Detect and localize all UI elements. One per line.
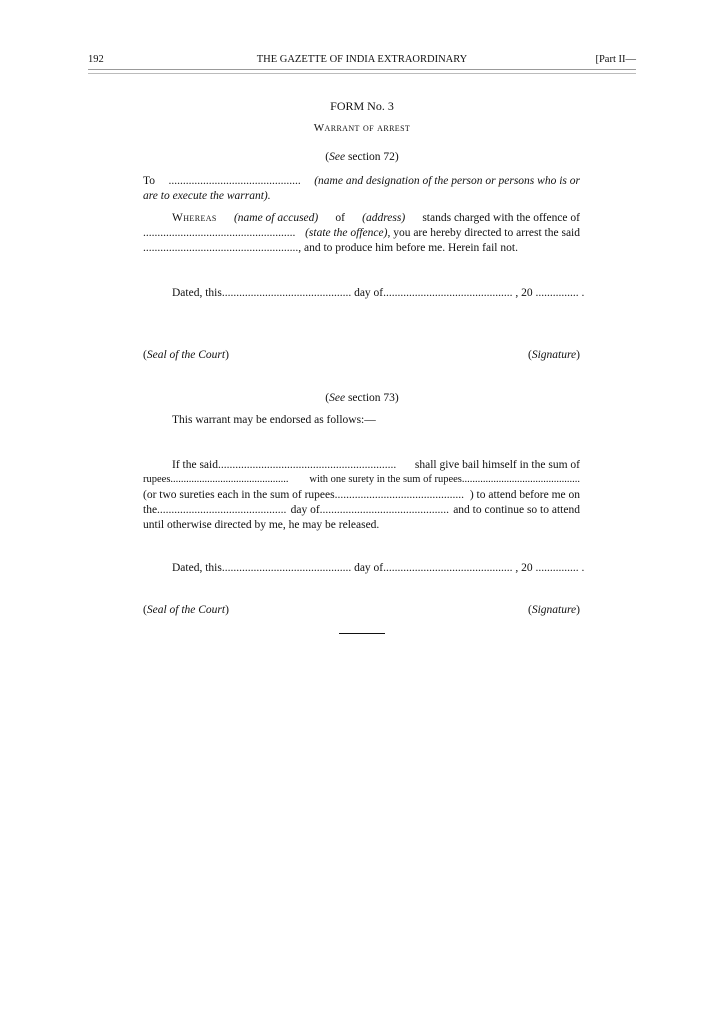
section-ref-rest: section 72) <box>345 151 399 163</box>
offence-blank: ..................................................... <box>143 227 296 239</box>
signature-1: (Signature) <box>528 349 580 361</box>
to-label: To <box>143 175 155 187</box>
bail-line-2: rupees............................................. with one surety in the sum of rupees............................................. <box>143 474 580 485</box>
to-designation: (name and designation of the person or persons who is or <box>314 175 580 187</box>
address-text: (address) <box>362 212 406 224</box>
seal-of-court-1: (Seal of the Court) <box>143 349 229 361</box>
section-ref-73: (See section 73) <box>325 392 399 404</box>
signature-2: (Signature) <box>528 604 580 616</box>
bail-line-5: until otherwise directed by me, he may be released. <box>143 519 380 531</box>
gazette-title: THE GAZETTE OF INDIA EXTRAORDINARY <box>256 54 468 65</box>
part-label: [Part II— <box>595 54 636 65</box>
to-line-2: are to execute the warrant). <box>143 190 271 202</box>
end-rule <box>339 633 385 634</box>
dated-line-2: Dated, this............................................. day of............................................. , 20 ............... . <box>172 562 585 574</box>
form-subtitle: Warrant of arrest <box>313 122 411 134</box>
seal-of-court-2: (Seal of the Court) <box>143 604 229 616</box>
name-of-accused: (name of accused) <box>233 212 319 224</box>
page-header <box>88 54 636 70</box>
section-ref-rest-2: section 73) <box>345 392 399 404</box>
whereas-word: Whereas <box>172 212 217 224</box>
state-offence: (state the offence) <box>305 227 388 239</box>
section-ref-72: (See section 72) <box>325 151 399 163</box>
to-blank: .............................................. <box>168 175 301 187</box>
bail-line-1: If the said.............................................................. shall give bail himself in the sum of <box>172 459 580 471</box>
dated-line-1: Dated, this............................................. day of............................................. , 20 ............... . <box>172 287 585 299</box>
of-word: of <box>335 212 345 224</box>
whereas-line-3: ......................................................, and to produce him before me. Herein fail not. <box>143 242 518 254</box>
bail-line-3: (or two sureties each in the sum of rupees............................................. ) to attend before me on <box>143 489 580 501</box>
see-text-2: See <box>329 392 346 404</box>
directed-text: , you are hereby directed to arrest the said <box>387 227 580 239</box>
whereas-line-1 <box>172 212 580 224</box>
header-rule <box>88 69 636 74</box>
charged-text: stands charged with the offence of <box>422 212 580 224</box>
see-text: See <box>329 151 346 163</box>
to-line-1 <box>143 175 580 187</box>
whereas-line-2 <box>143 227 580 239</box>
form-title: FORM No. 3 <box>330 99 394 113</box>
bail-line-4: the............................................. day of............................................. and to continue so to attend <box>143 504 580 516</box>
page-number: 192 <box>88 54 104 65</box>
endorse-intro: This warrant may be endorsed as follows:— <box>172 414 376 426</box>
